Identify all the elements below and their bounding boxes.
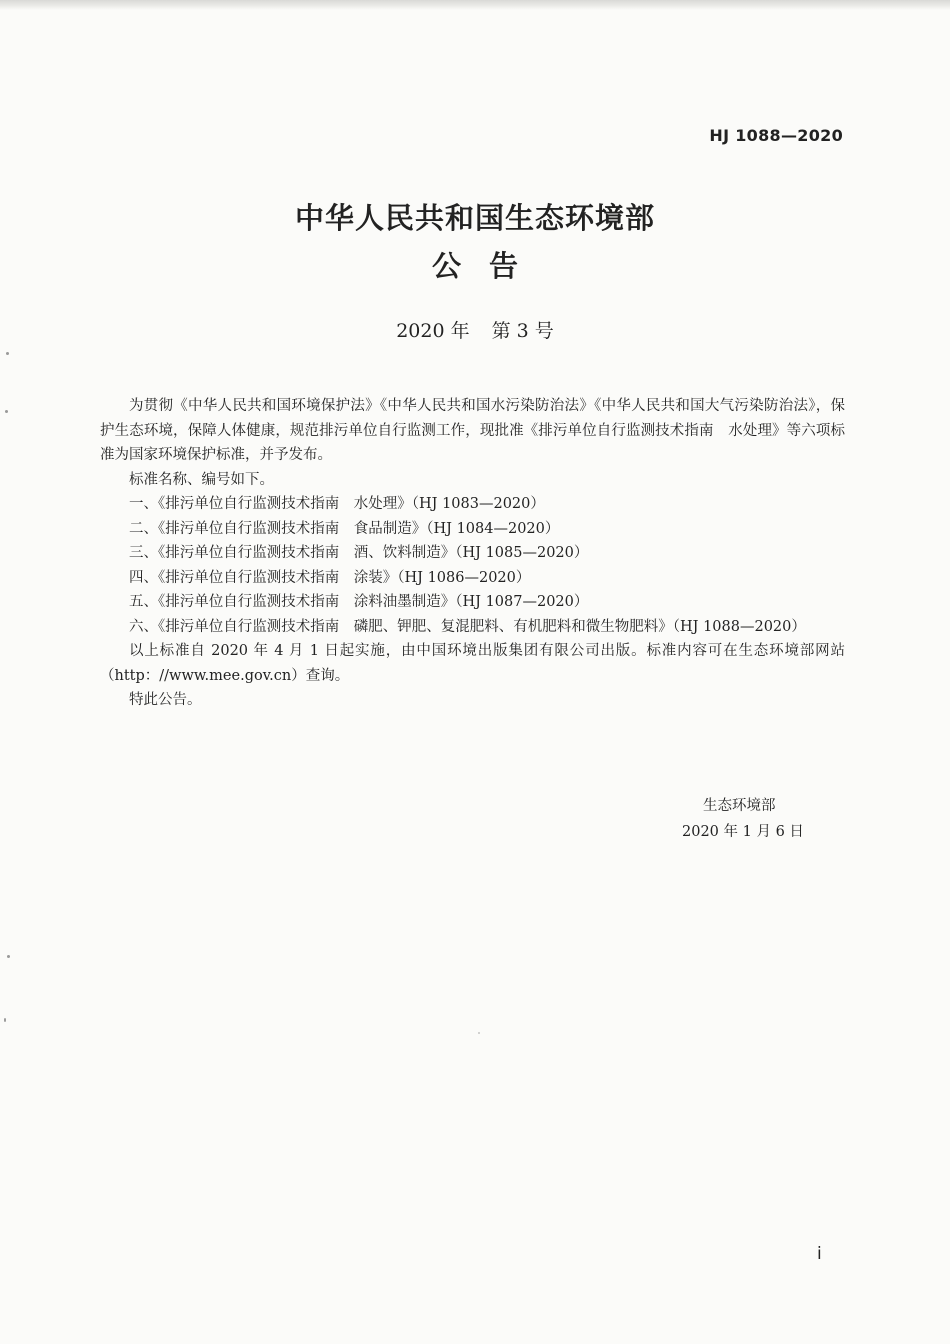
standard-item-1: 一、《排污单位自行监测技术指南 水处理》（HJ 1083—2020） [129,496,545,512]
notice-number-line [0,316,950,343]
page-number: i [817,1244,822,1264]
standard-item-6: 六、《排污单位自行监测技术指南 磷肥、钾肥、复混肥料、有机肥料和微生物肥料》（HJ 1088—2020） [129,618,806,635]
implementation-paragraph: 以上标准自 2020 年 4 月 1 日起实施，由中国环境出版集团有限公司出版。标准内容可在生态环境部网站（http：//www.mee.gov.cn）查询。 [100,643,845,684]
signature-date: 2020 年 1 月 6 日 [682,824,804,840]
scan-edge [0,0,950,10]
list-intro: 标准名称、编号如下。 [129,471,274,488]
notice-heading: 公告 [431,249,546,283]
scan-speck [5,410,8,413]
notice-year: 2020 年 [396,320,470,342]
document-code: HJ 1088—2020 [709,126,843,145]
intro-paragraph: 为贯彻《中华人民共和国环境保护法》《中华人民共和国水污染防治法》《中华人民共和国大气污染防治法》，保护生态环境，保障人体健康，规范排污单位自行监测工作，现批准《排污单位自行监测技术指南 水处理》等六项标准为国家环境保护标准，并予发布。 [100,398,845,463]
signature-organization: 生态环境部 [703,798,776,814]
notice-body [100,394,845,713]
standard-item-5: 五、《排污单位自行监测技术指南 涂料油墨制造》（HJ 1087—2020） [129,594,589,610]
closing-line: 特此公告。 [129,692,202,708]
standard-item-3: 三、《排污单位自行监测技术指南 酒、饮料制造》（HJ 1085—2020） [129,545,589,561]
scan-speck [4,1018,6,1022]
standard-item-2: 二、《排污单位自行监测技术指南 食品制造》（HJ 1084—2020） [129,520,560,537]
scan-speck [6,352,9,355]
issuing-organization-title: 中华人民共和国生态环境部 [294,201,655,235]
notice-issue-number: 第 3 号 [491,320,554,342]
scan-speck [7,955,10,958]
scan-speck [478,1032,480,1034]
standard-item-4: 四、《排污单位自行监测技术指南 涂装》（HJ 1086—2020） [129,569,531,586]
